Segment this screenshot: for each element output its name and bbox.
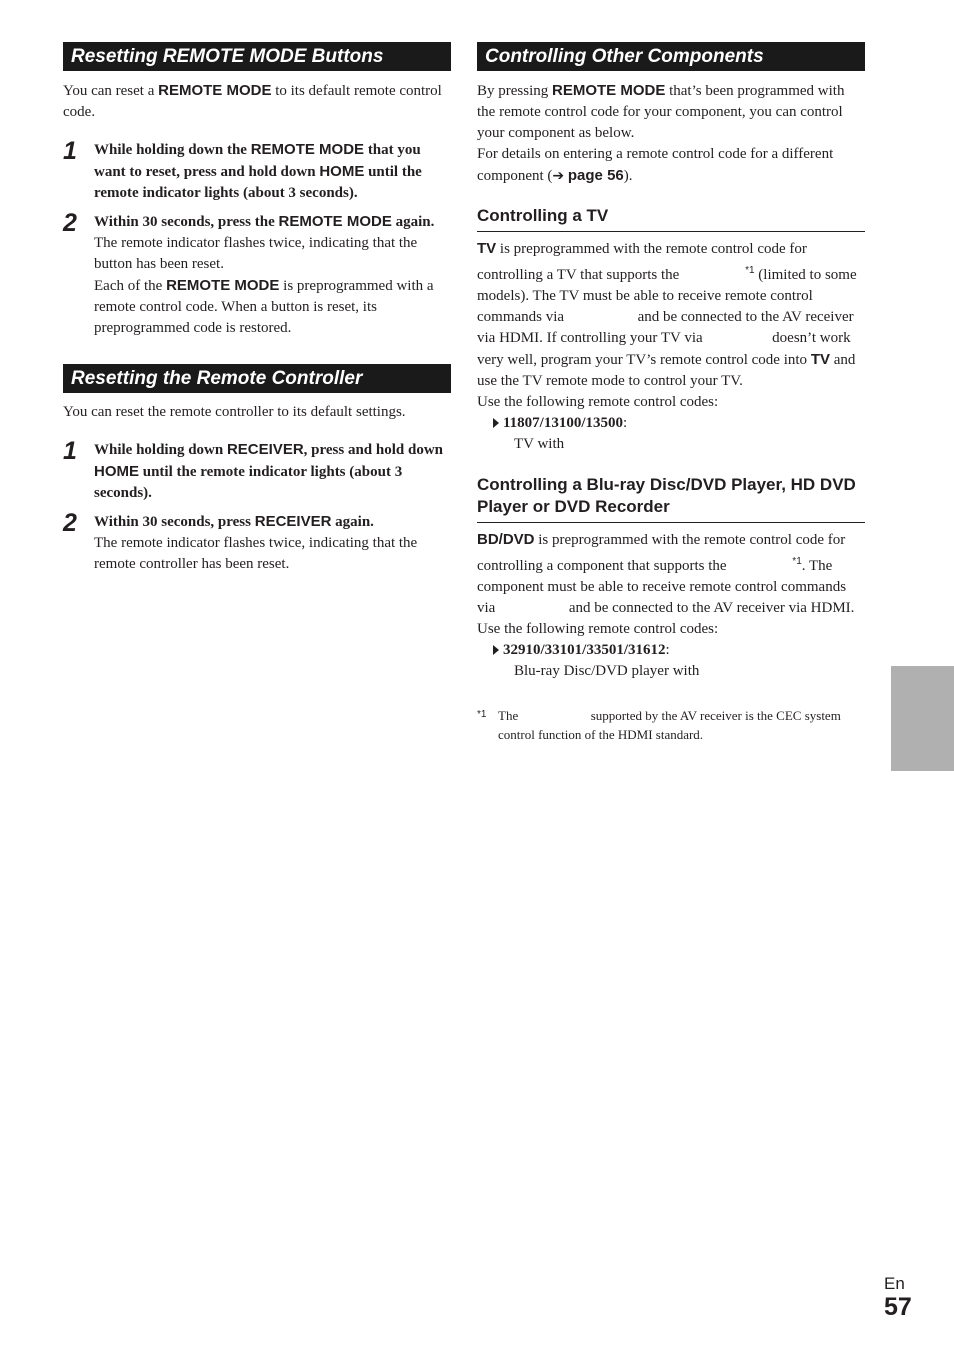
heading-controlling-bd: Controlling a Blu-ray Disc/DVD Player, HD DVD Player or DVD Recorder (477, 474, 865, 523)
section-intro: You can reset a REMOTE MODE to its default remote control code. (63, 82, 442, 120)
page-number-block (884, 1274, 912, 1320)
side-index-tab (891, 666, 954, 771)
bd-code-description: Blu-ray Disc/DVD player with (514, 663, 700, 679)
step-body: The remote indicator flashes twice, indicating that the remote controller has been reset. (94, 535, 418, 572)
heading-controlling-tv: Controlling a TV (477, 205, 865, 232)
step-number: 1 (63, 137, 77, 165)
bd-code-item: 32910/33101/33501/31612: (477, 640, 865, 661)
footnote: *1 The supported by the AV receiver is the CEC system control function of the HDMI standard. (477, 706, 865, 744)
tv-use-codes: Use the following remote control codes: (477, 394, 719, 410)
tv-code-description: TV with (514, 436, 565, 452)
arrow-right-icon: ➔ (552, 168, 565, 184)
step-instruction: While holding down the REMOTE MODE that you want to reset, press and hold down HOME until the remote indicator lights (about 3 seconds). (94, 141, 422, 201)
step-instruction: While holding down RECEIVER, press and hold down HOME until the remote indicator lights (about 3 seconds). (94, 441, 444, 501)
section-intro-reference: For details on entering a remote control code for a different component (➔ page 56). (477, 146, 834, 184)
step-instruction: Within 30 seconds, press the REMOTE MODE again. (94, 213, 435, 230)
left-column (63, 42, 451, 575)
section-title-reset-remote-controller: Resetting the Remote Controller (63, 364, 451, 393)
language-label: En (884, 1274, 905, 1293)
right-column (477, 42, 865, 744)
step-2 (63, 511, 451, 575)
section-intro: You can reset the remote controller to its default settings. (63, 404, 406, 420)
footnote-mark: *1 (477, 709, 487, 720)
section-intro: By pressing REMOTE MODE that’s been programmed with the remote control code for your component, you can control your component as below. (477, 82, 845, 141)
tv-description: TV is preprogrammed with the remote control code for controlling a TV that supports the $^{*1}$ (limited to some models). The TV must be able to receive remote control commands via and be connected to the AV receiver via HDMI. If controlling your TV via doesn’t work very well, program your TV’s remote control code into TV and use the TV remote mode to control your TV. (477, 240, 857, 389)
step-body: Each of the REMOTE MODE is preprogrammed with a remote control code. When a button is reset, its preprogrammed code is restored. (94, 277, 434, 336)
step-2 (63, 211, 451, 339)
step-number: 2 (63, 209, 77, 237)
section-title-controlling-components: Controlling Other Components (477, 42, 865, 71)
section-title-reset-remote-mode: Resetting REMOTE MODE Buttons (63, 42, 451, 71)
step-number: 1 (63, 437, 77, 465)
step-number: 2 (63, 509, 77, 537)
page-reference-link[interactable]: page 56 (567, 167, 624, 184)
step-body: The remote indicator flashes twice, indicating that the button has been reset. (94, 235, 418, 272)
triangle-bullet-icon (493, 645, 499, 655)
step-1 (63, 439, 451, 504)
page-number: 57 (884, 1293, 912, 1321)
bd-description: BD/DVD is preprogrammed with the remote control code for controlling a component that supports the $^{*1}$. The component must be able to receive remote control commands via and be connected to the AV receiver via HDMI. (477, 531, 855, 616)
tv-code-item: 11807/13100/13500: (477, 413, 865, 434)
triangle-bullet-icon (493, 418, 499, 428)
step-instruction: Within 30 seconds, press RECEIVER again. (94, 513, 374, 530)
step-1 (63, 139, 451, 204)
bd-use-codes: Use the following remote control codes: (477, 621, 719, 637)
